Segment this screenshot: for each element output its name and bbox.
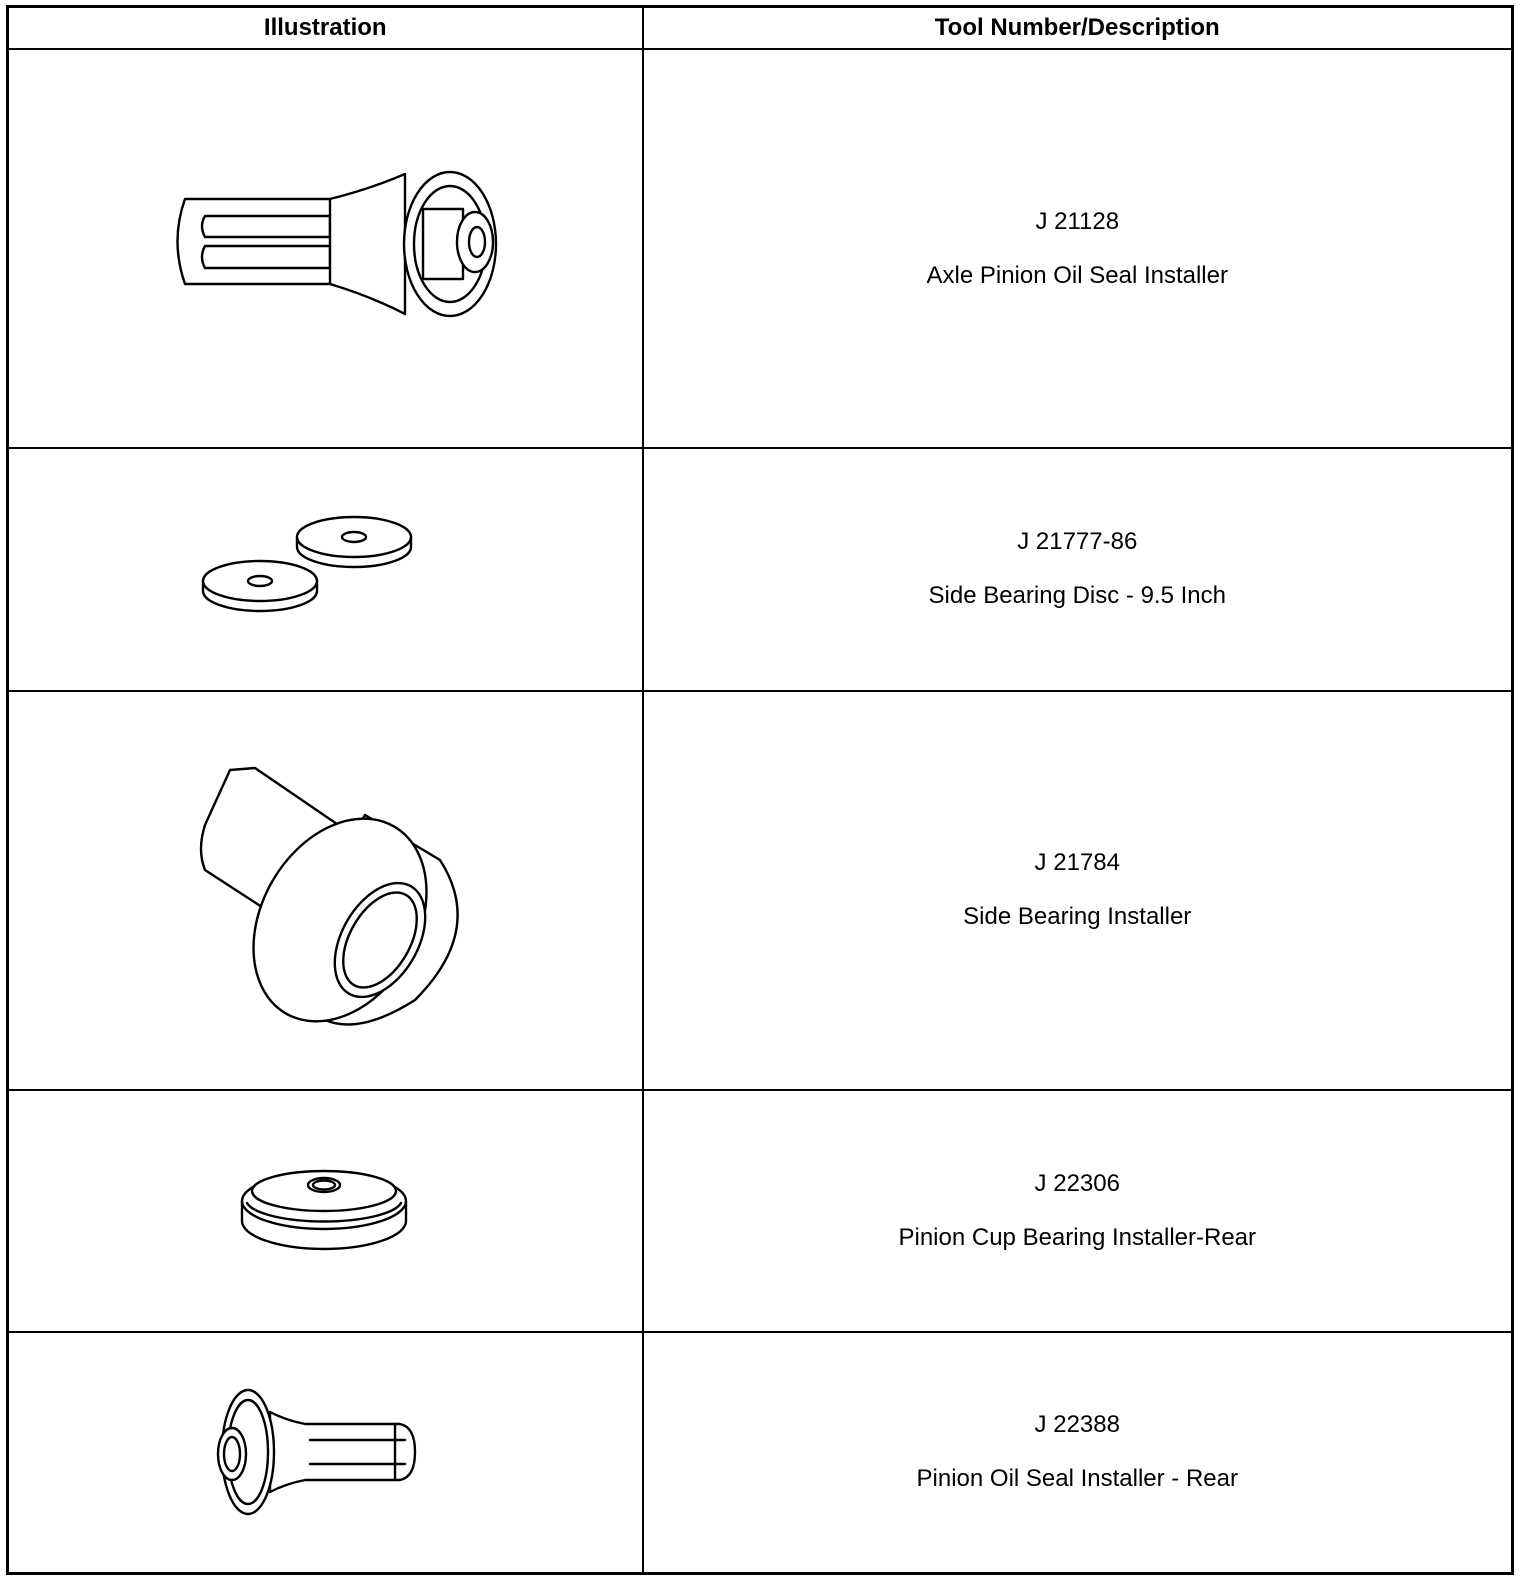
tool-description: Side Bearing Disc - 9.5 Inch	[928, 582, 1226, 610]
illustration-cell	[8, 1332, 643, 1574]
axle-pinion-oil-seal-installer-icon	[145, 164, 505, 334]
tool-number: J 22388	[1034, 1411, 1120, 1439]
tool-description: Pinion Cup Bearing Installer-Rear	[898, 1223, 1256, 1251]
table-row	[8, 49, 1513, 448]
tool-number: J 22306	[1034, 1169, 1120, 1197]
illustration-cell	[8, 448, 643, 691]
description-cell	[643, 448, 1513, 691]
header-illustration: Illustration	[8, 7, 643, 50]
side-bearing-disc-icon	[195, 509, 455, 629]
tool-number: J 21777-86	[1017, 528, 1138, 556]
table-row	[8, 1332, 1513, 1574]
description-cell	[643, 1090, 1513, 1332]
illustration-cell	[8, 691, 643, 1090]
description-cell	[643, 49, 1513, 448]
tool-description: Axle Pinion Oil Seal Installer	[926, 261, 1228, 289]
illustration-cell	[8, 1090, 643, 1332]
special-tools-table	[6, 5, 1514, 1575]
illustration-cell	[8, 49, 643, 448]
table-row	[8, 448, 1513, 691]
tool-description: Side Bearing Installer	[963, 903, 1192, 931]
header-tool-number-description: Tool Number/Description	[643, 7, 1513, 50]
side-bearing-installer-icon	[175, 750, 475, 1030]
pinion-cup-bearing-installer-icon	[235, 1161, 415, 1261]
table-row	[8, 691, 1513, 1090]
pinion-oil-seal-installer-icon	[210, 1382, 440, 1522]
description-cell	[643, 1332, 1513, 1574]
tool-number: J 21784	[1034, 849, 1120, 877]
tool-number: J 21128	[1035, 207, 1120, 235]
table-header-row	[8, 7, 1513, 50]
table-row	[8, 1090, 1513, 1332]
description-cell	[643, 691, 1513, 1090]
tool-description: Pinion Oil Seal Installer - Rear	[916, 1465, 1238, 1493]
